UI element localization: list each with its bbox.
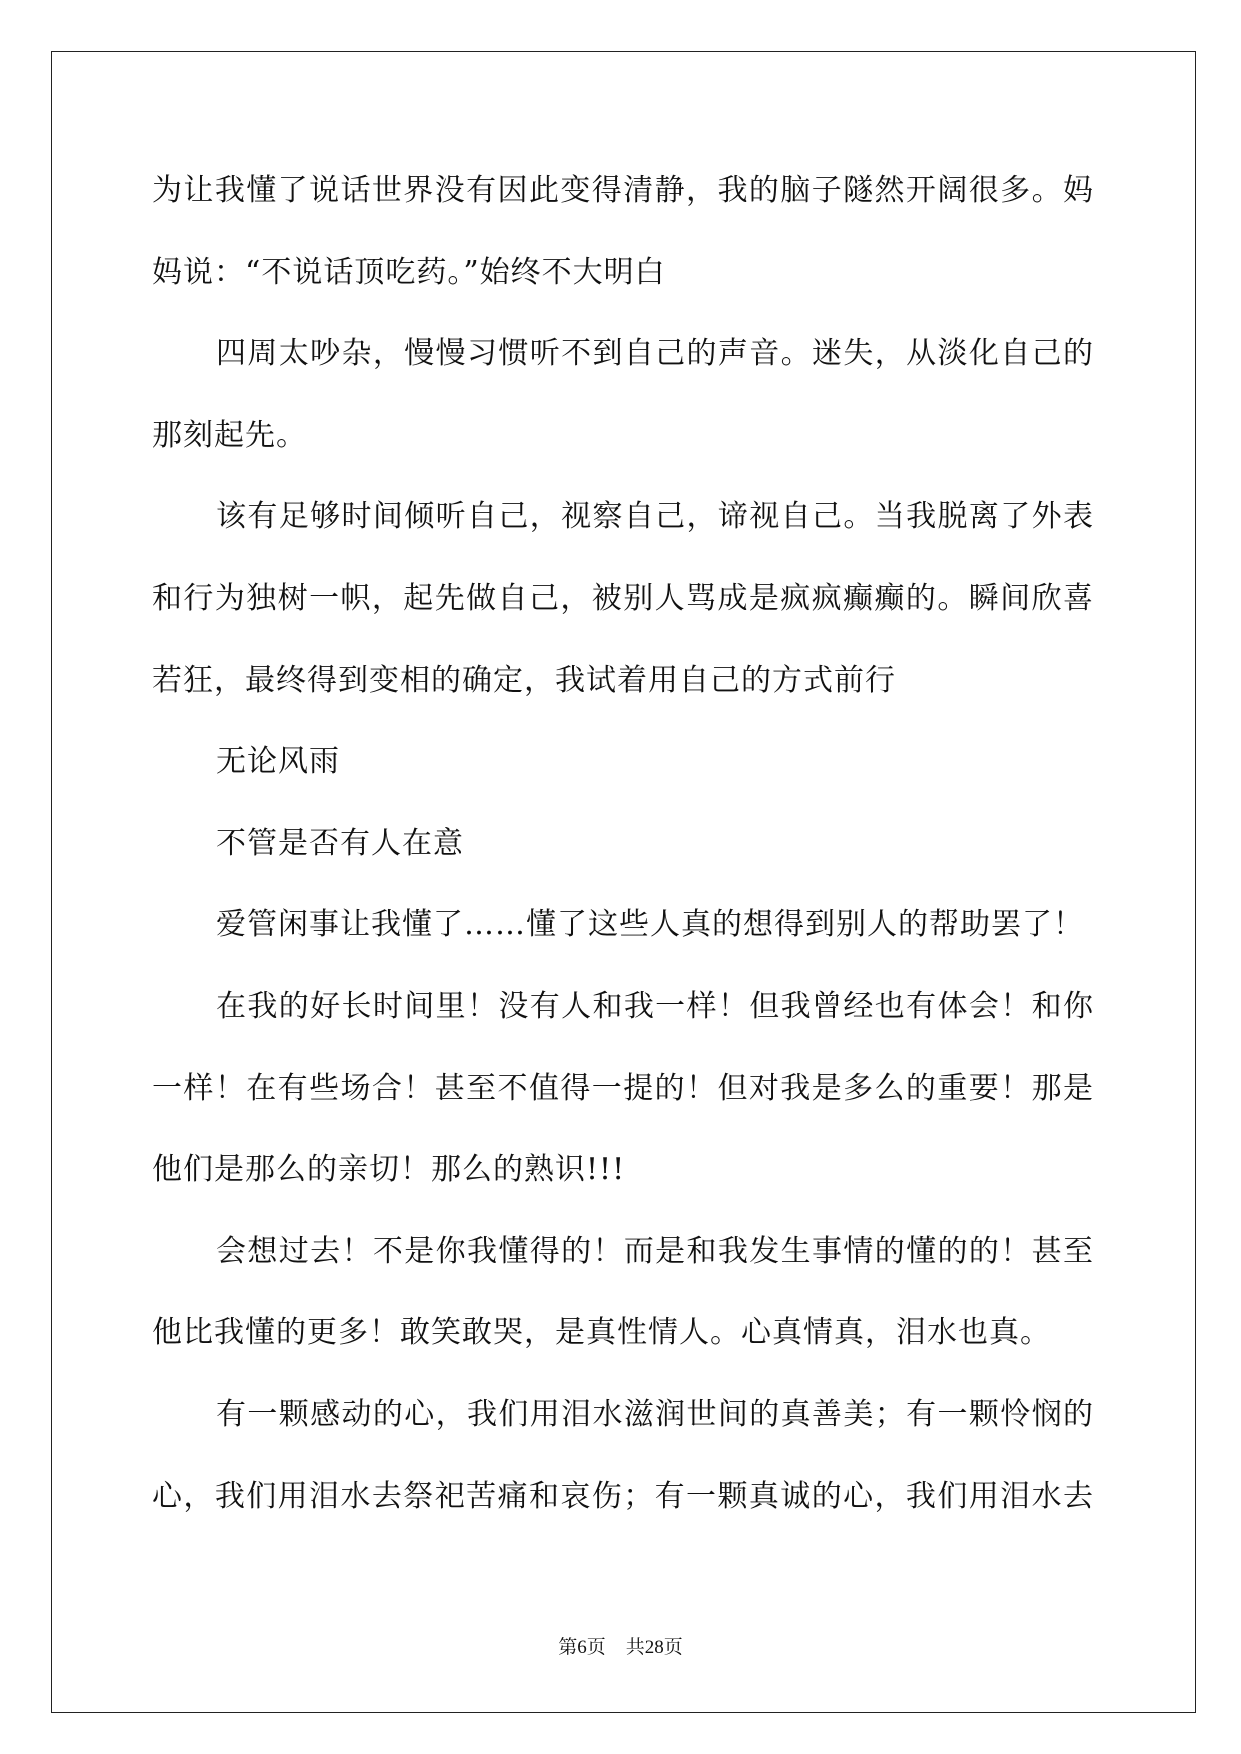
text-line: 不管是否有人在意	[216, 825, 464, 861]
paragraph	[152, 721, 1094, 803]
total-pages-label: 共28页	[625, 1637, 683, 1658]
current-page-label: 第6页	[558, 1637, 606, 1658]
paragraph	[152, 313, 1094, 476]
page-number-footer	[0, 1634, 1241, 1662]
text-line: 四周太吵杂，慢慢习惯听不到自己的声音。迷失，从淡化自己的	[216, 336, 1094, 372]
text-line: 若狂，最终得到变相的确定，我试着用自己的方式前行	[152, 662, 896, 698]
text-line: 为让我懂了说话世界没有因此变得清静，我的脑子隧然开阔很多。妈	[152, 173, 1094, 208]
paragraph	[152, 1374, 1094, 1537]
text-line: 心，我们用泪水去祭祀苦痛和哀伤；有一颗真诚的心，我们用泪水去	[152, 1478, 1094, 1514]
text-line: 妈说：“不说话顶吃药。”始终不大明白	[152, 254, 666, 290]
text-line: 他比我懂的更多！敢笑敢哭，是真性情人。心真情真，泪水也真。	[152, 1315, 1051, 1351]
text-line: 在我的好长时间里！没有人和我一样！但我曾经也有体会！和你	[216, 988, 1094, 1024]
text-line: 他们是那么的亲切！那么的熟识!!!	[152, 1152, 626, 1188]
text-line: 有一颗感动的心，我们用泪水滋润世间的真善美；有一颗怜悯的	[216, 1396, 1094, 1432]
paragraph	[152, 150, 1094, 313]
paragraph	[152, 476, 1094, 721]
text-line: 和行为独树一帜，起先做自己，被别人骂成是疯疯癫癫的。瞬间欣喜	[152, 580, 1094, 616]
text-line: 该有足够时间倾听自己，视察自己，谛视自己。当我脱离了外表	[216, 499, 1094, 535]
text-line: 爱管闲事让我懂了……懂了这些人真的想得到别人的帮助罢了！	[216, 907, 1084, 943]
paragraph	[152, 803, 1094, 885]
text-line: 那刻起先。	[152, 417, 307, 453]
paragraph	[152, 966, 1094, 1211]
paragraph	[152, 1211, 1094, 1374]
paragraph	[152, 884, 1094, 966]
text-line: 会想过去！不是你我懂得的！而是和我发生事情的懂的的！甚至	[216, 1233, 1094, 1269]
text-line: 无论风雨	[216, 744, 340, 780]
text-line: 一样！在有些场合！甚至不值得一提的！但对我是多么的重要！那是	[152, 1070, 1094, 1106]
body-text	[152, 150, 1094, 1537]
